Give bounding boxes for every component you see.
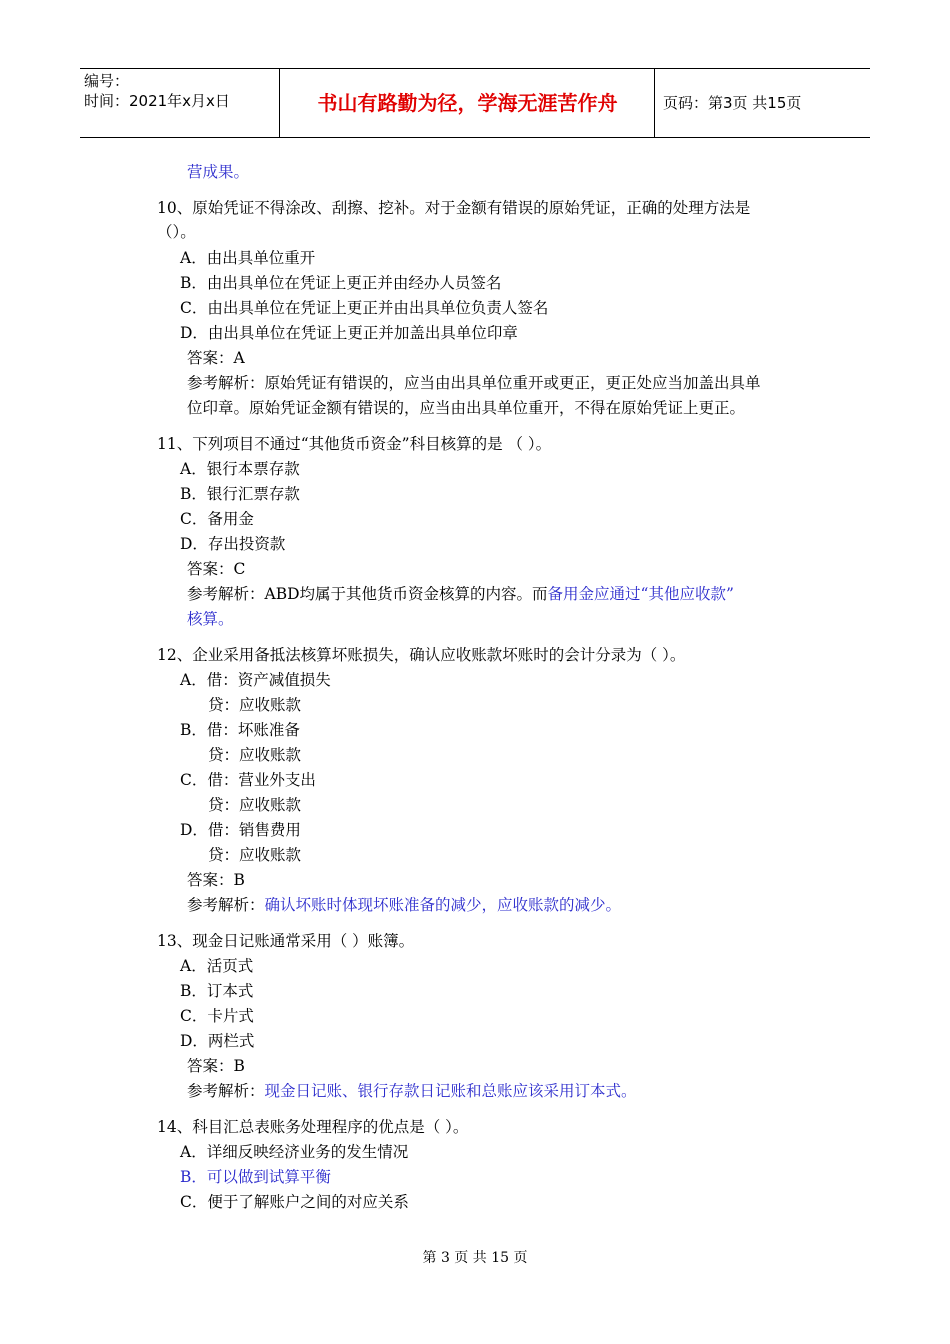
text-line-main: C．备用金 [180,510,254,528]
text-line-main: B．可以做到试算平衡 [180,1168,331,1186]
text-line [187,162,249,182]
text-line [157,931,414,951]
text-line-main: 答案：B [187,871,245,889]
text-line-main: C．借：营业外支出 [180,771,316,789]
text-line [180,1192,409,1212]
text-line-main: A．银行本票存款 [180,460,300,478]
text-line-main: 贷：应收账款 [208,846,302,864]
text-line [180,298,548,318]
text-line-main: 11、下列项目不通过“其他货币资金”科目核算的是 （ ）。 [157,435,552,453]
header-page-info: 页码：第3页 共15页 [663,94,802,112]
text-line-main: 贷：应收账款 [208,746,302,764]
text-line-main: 12、企业采用备抵法核算坏账损失，确认应收账款坏账时的会计分录为（ ）。 [157,646,686,664]
page-header [80,68,870,138]
text-line-main: C．由出具单位在凭证上更正并由出具单位负责人签名 [180,299,549,317]
text-line [180,981,253,1001]
text-line-main: 营成果。 [187,163,250,181]
text-line [187,373,761,393]
page-footer: 第 3 页 共 15 页 [422,1250,528,1266]
text-line [157,1117,468,1137]
text-line-main: D．存出投资款 [180,535,286,553]
text-line [180,509,254,529]
time-label: 时间：2021年x月x日 [84,92,230,110]
text-line [208,845,301,865]
text-line [208,745,301,765]
text-line [180,248,315,268]
text-line-main: 位印章。原始凭证金额有错误的，应当由出具单位重开，不得在原始凭证上更正。 [187,399,746,417]
text-line [180,534,285,554]
text-line-highlight: 备用金应通过“其他应收款” [547,585,734,603]
text-line [187,895,621,915]
text-line-main: 答案：B [187,1057,245,1075]
text-line-main: 贷：应收账款 [208,796,302,814]
text-line [187,609,234,629]
text-line-main: 参考解析： [187,896,265,914]
text-line [180,1031,254,1051]
text-line-main: A．详细反映经济业务的发生情况 [180,1143,409,1161]
text-line-main: C．卡片式 [180,1007,254,1025]
text-line-main: B．借：坏账准备 [180,721,300,739]
text-line-main: 10、原始凭证不得涂改、刮擦、挖补。对于金额有错误的原始凭证，正确的处理方法是 [157,199,751,217]
text-line-main: B．订本式 [180,982,254,1000]
text-line [157,645,685,665]
text-line [157,222,196,242]
text-line [180,1142,408,1162]
number-label: 编号： [84,72,130,90]
text-line-main: A．活页式 [180,957,254,975]
text-line-main: 答案：A [187,349,245,367]
text-line [180,273,501,293]
text-line [187,559,245,579]
text-line-highlight: 确认坏账时体现坏账准备的减少，应收账款的减少。 [264,896,622,914]
text-line [180,820,301,840]
text-line [180,956,253,976]
text-line-main: 参考解析：原始凭证有错误的，应当由出具单位重开或更正，更正处应当加盖出具单 [187,374,761,392]
text-line [180,459,300,479]
header-motto: 书山有路勤为径，学海无涯苦作舟 [281,69,655,137]
text-line-main: A．借：资产减值损失 [180,671,331,689]
text-line [180,1167,331,1187]
text-line [187,870,245,890]
text-line [157,198,750,218]
text-line-main: 参考解析：ABD均属于其他货币资金核算的内容。而 [187,585,548,603]
text-line-main: D．借：销售费用 [180,821,301,839]
header-meta [80,69,280,137]
text-line-main: 参考解析： [187,1082,265,1100]
text-line [187,584,734,604]
text-line-main: （）。 [157,223,196,241]
text-line [187,1081,637,1101]
text-line-main: C．便于了解账户之间的对应关系 [180,1193,409,1211]
text-line-main: 14、科目汇总表账务处理程序的优点是（ ）。 [157,1118,469,1136]
text-line [187,398,745,418]
text-line-main: D．两栏式 [180,1032,255,1050]
text-line [180,1006,254,1026]
text-line-main: 答案：C [187,560,246,578]
text-line [180,670,331,690]
text-line [208,695,301,715]
text-line-main: B．银行汇票存款 [180,485,300,503]
text-line-main: A．由出具单位重开 [180,249,316,267]
text-line-main: 13、现金日记账通常采用（ ）账簿。 [157,932,415,950]
text-line-main: D．由出具单位在凭证上更正并加盖出具单位印章 [180,324,518,342]
text-line [180,720,300,740]
text-line-highlight: 现金日记账、银行存款日记账和总账应该采用订本式。 [264,1082,637,1100]
text-line-main: B．由出具单位在凭证上更正并由经办人员签名 [180,274,502,292]
text-line [157,434,551,454]
text-line [180,484,300,504]
text-line [180,323,518,343]
text-line [208,795,301,815]
text-line [187,1056,245,1076]
text-line [180,770,316,790]
text-line [187,348,245,368]
text-line-main: 核算。 [187,610,234,628]
text-line-main: 贷：应收账款 [208,696,302,714]
